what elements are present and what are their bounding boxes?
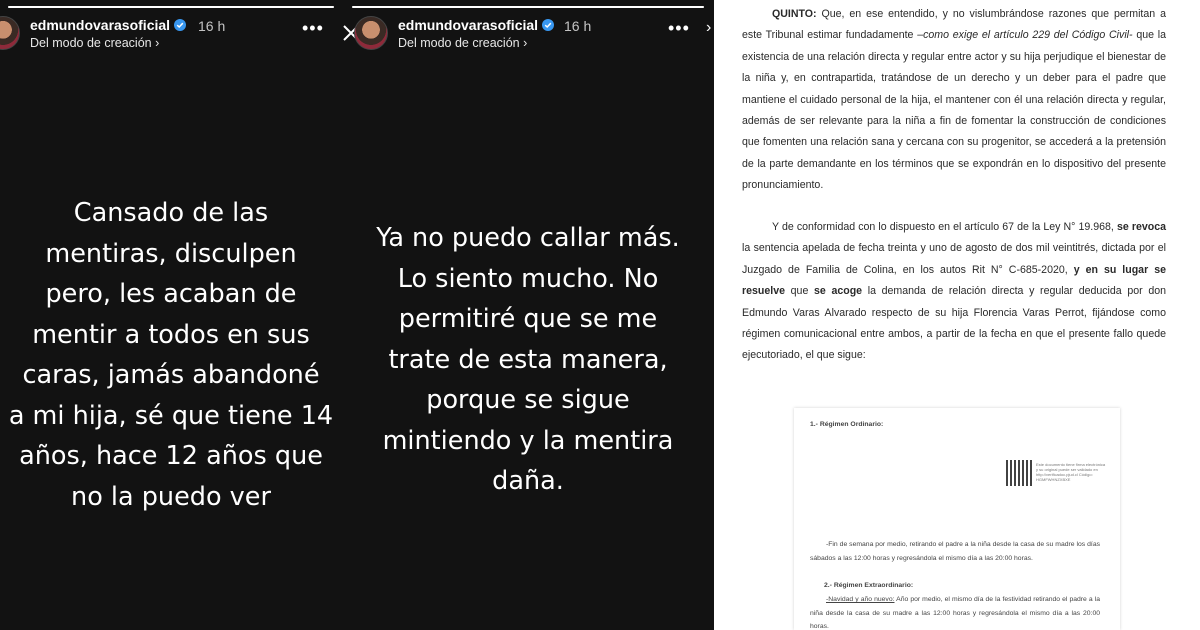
- story-progress-fill: [352, 6, 704, 8]
- more-icon[interactable]: •••: [302, 18, 324, 38]
- qr-note: Este documento tiene firma electrónica y su original puede ser validado en http://verificadoc.pjud.cl Código: HGMFWHNZXBXE: [1036, 462, 1106, 482]
- post-time: 16 h: [198, 18, 226, 34]
- paragraph-bold: se revoca: [1116, 221, 1166, 233]
- annex-label: -Navidad y año nuevo:: [826, 596, 895, 603]
- verified-badge-icon: [542, 19, 554, 31]
- paragraph-text: la sentencia apelada de fecha treinta y uno de agosto de dos mil veintitrés, dictada por el Juzgado de Familia de Colina, en los autos Rit N° C-685-2020,: [742, 242, 1166, 276]
- story-header: [342, 14, 714, 54]
- story-caption: Ya no puedo callar más. Lo siento mucho. No permitiré que se me trate de esta manera, porque se sigue mintiendo y la mentira daña.: [376, 223, 680, 496]
- paragraph-text: que: [785, 285, 814, 298]
- paragraph-resolution: [742, 217, 1166, 367]
- story-caption: Cansado de las mentiras, disculpen pero, les acaban de mentir a todos en sus caras, jamás abandoné a mi hija, sé que tiene 14 años, hace 12 años que no la puedo ver: [8, 198, 334, 512]
- annex-heading: 2.- Régimen Extraordinario:: [824, 582, 914, 589]
- annex-heading: 1.- Régimen Ordinario:: [810, 421, 884, 428]
- username-text: edmundovarasoficial: [398, 17, 539, 33]
- creation-mode-link[interactable]: Del modo de creación ›: [398, 36, 528, 50]
- section-label: QUINTO:: [772, 8, 817, 20]
- creation-mode-link[interactable]: Del modo de creación ›: [30, 36, 160, 50]
- next-story-chevron-icon[interactable]: ›: [706, 19, 713, 36]
- annex-text: [810, 593, 1100, 630]
- document-page: [724, 0, 1194, 395]
- qr-code-icon: [1006, 460, 1032, 486]
- paragraph-text: la demanda de relación directa y regular deducida por don Edmundo Varas Alvarado respecto de su hija Florencia Varas Perrot, fijándose como régimen comunicacional entre ambos, a partir de la fecha en que el presente fallo quede ejecutoriado, el que sigue:: [742, 285, 1166, 362]
- story-progress-bar: [8, 6, 334, 8]
- paragraph-italic: –como exige el artículo 229 del Código Civil-: [917, 29, 1133, 42]
- paragraph-text: que la existencia de una relación directa y regular entre actor y su hija perjudique el bienestar de la niña y, en contrapartida, tratándose de un derecho y un deber para el padre que mantiene el cuidado personal de la hija, el mantener con él una relación directa y regular, además de ser relevante para la niña a fin de fomentar la construcción de condiciones que fomenten una relación sana y cercana con su progenitor, se accederá a la pretensión de la parte demandante en los términos que se expondrán en lo dispositivo del presente pronunciamiento.: [742, 29, 1166, 192]
- paragraph-bold: se acoge: [814, 285, 863, 298]
- post-time: 16 h: [564, 18, 592, 34]
- avatar[interactable]: [354, 16, 388, 50]
- paragraph-text: Que, en ese entendido, y no vislumbrándose razones que permitan a este Tribunal estimar fundadamente: [742, 8, 1166, 42]
- annex-document-thumbnail: [794, 408, 1120, 630]
- paragraph-text: Y de conformidad con lo dispuesto en el artículo 67 de la Ley N° 19.968,: [772, 221, 1117, 233]
- story-panel-1[interactable]: [0, 0, 342, 630]
- story-progress-fill: [8, 6, 334, 8]
- story-header: [0, 14, 342, 54]
- story-panel-2[interactable]: [342, 0, 714, 630]
- paragraph-quinto: [742, 4, 1166, 197]
- paragraph-bold: y en su lugar se resuelve: [742, 263, 1166, 298]
- more-icon[interactable]: •••: [668, 18, 690, 38]
- verified-badge-icon: [174, 19, 186, 31]
- username-text: edmundovarasoficial: [30, 17, 171, 33]
- username[interactable]: [398, 17, 554, 33]
- avatar[interactable]: [0, 16, 20, 50]
- annex-text-body: -Fin de semana por medio, retirando el padre a la niña desde la casa de su madre los días sábados a las 12:00 horas y regresándola el mismo día a las 20:00 horas.: [810, 541, 1100, 562]
- story-progress-bar: [352, 6, 704, 8]
- court-document-panel: [718, 0, 1200, 630]
- username[interactable]: [30, 17, 186, 33]
- annex-text-body: Año por medio, el mismo día de la festividad retirando el padre a la niña desde la casa de su madre a las 12:00 horas y regresándola el mismo día a las 20:00 horas.: [810, 596, 1100, 630]
- annex-text: [810, 538, 1100, 565]
